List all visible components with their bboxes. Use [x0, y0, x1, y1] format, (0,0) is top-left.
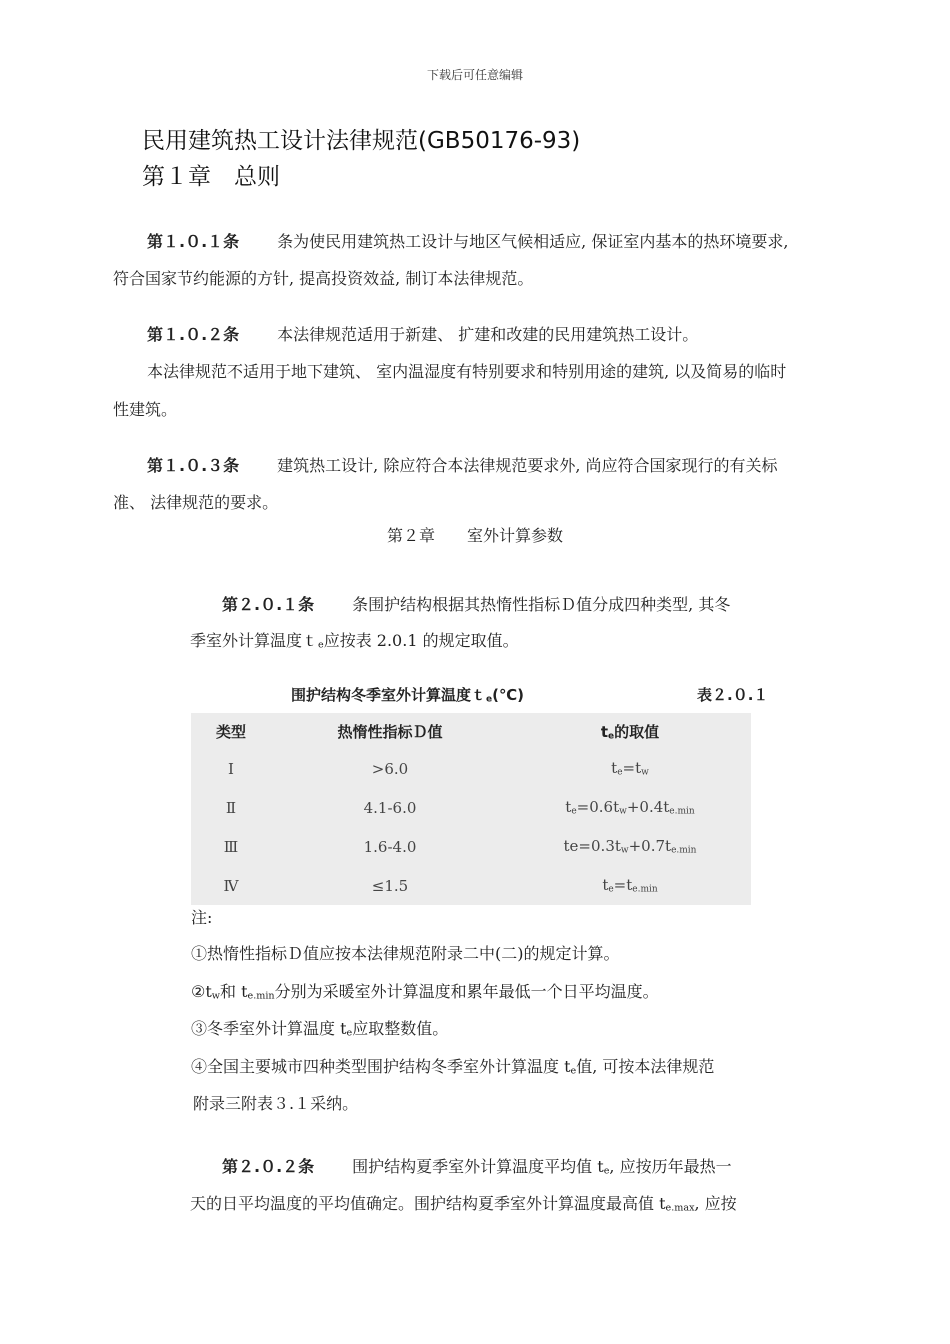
design-temperature-table: [191, 713, 751, 905]
article-label: 第１.０.３条: [147, 456, 240, 475]
note-3: ③冬季室外计算温度 te应取整数值。: [191, 1019, 449, 1039]
article-text: 建筑热工设计, 除应符合本法律规范要求外, 尚应符合国家现行的有关标: [277, 456, 778, 475]
article-text: 条为使民用建筑热工设计与地区气候相适应, 保证室内基本的热环境要求,: [277, 232, 789, 251]
table-row: Ⅰ >6.0 te=tw: [191, 749, 751, 788]
article-2-0-2-line1: [222, 1154, 732, 1177]
table-row: Ⅱ 4.1-6.0 te=0.6tw+0.4te.min: [191, 788, 751, 827]
table-header-row: [191, 713, 751, 749]
document-title: 民用建筑热工设计法律规范(GB50176-93): [142, 128, 581, 154]
chapter-2-heading: 第２章 室外计算参数: [386, 526, 563, 545]
article-1-0-1-line2: 符合国家节约能源的方针, 提高投资效益, 制订本法律规范。: [113, 269, 534, 288]
article-text: 围护结构夏季室外计算温度平均值 te, 应按历年最热一: [352, 1157, 732, 1177]
header-te-value: te的取值: [600, 722, 660, 741]
table-row: Ⅳ ≤1.5 te=te.min: [191, 866, 751, 905]
article-1-0-2-line3: 性建筑。: [113, 400, 178, 419]
article-text: 本法律规范适用于新建、 扩建和改建的民用建筑热工设计。: [277, 325, 699, 344]
article-1-0-3-line2: 准、 法律规范的要求。: [113, 493, 279, 512]
article-label: 第２.０.２条: [222, 1157, 315, 1176]
te-formula: te=tw: [611, 759, 649, 778]
article-label: 第１.０.２条: [147, 325, 240, 344]
article-1-0-1-line1: [147, 229, 788, 252]
page-header: 下载后可任意编辑: [426, 68, 523, 82]
notes-heading: 注:: [191, 908, 213, 927]
note-4-line1: ④全国主要城市四种类型围护结构冬季室外计算温度 te值, 可按本法律规范: [191, 1057, 715, 1077]
te-formula: te=te.min: [602, 876, 658, 895]
te-formula: te=0.6tw+0.4te.min: [565, 798, 695, 817]
article-2-0-1-line2: 季室外计算温度ｔe应按表 2.0.1 的规定取值。: [190, 631, 519, 651]
header-d-value: 热惰性指标Ｄ值: [337, 722, 443, 741]
article-1-0-3-line1: [147, 453, 778, 476]
table-number: 表２.０.１: [697, 686, 769, 704]
article-label: 第２.０.１条: [222, 595, 315, 614]
article-label: 第１.０.１条: [147, 232, 240, 251]
chapter-1-heading: 第１章 总则: [142, 164, 280, 190]
note-2: ②tw和 te.min分别为采暖室外计算温度和累年最低一个日平均温度。: [191, 982, 659, 1002]
table-row: Ⅲ 1.6-4.0 te=0.3tw+0.7te.min: [191, 827, 751, 866]
table-caption: 围护结构冬季室外计算温度ｔe(℃): [291, 686, 524, 705]
header-type: 类型: [215, 722, 246, 741]
article-1-0-2-line1: [147, 322, 698, 345]
article-2-0-2-line2: 天的日平均温度的平均值确定。围护结构夏季室外计算温度最高值 te.max, 应按: [190, 1194, 737, 1214]
article-text: 条围护结构根据其热惰性指标Ｄ值分成四种类型, 其冬: [352, 595, 731, 614]
note-1: ①热惰性指标Ｄ值应按本法律规范附录二中(二)的规定计算。: [191, 944, 620, 963]
note-4-line2: 附录三附表３.１采纳。: [193, 1094, 359, 1113]
article-1-0-2-line2: 本法律规范不适用于地下建筑、 室内温湿度有特别要求和特别用途的建筑, 以及简易的临时: [147, 362, 787, 381]
article-2-0-1-line1: [222, 592, 730, 615]
te-formula: te=0.3tw+0.7te.min: [563, 837, 697, 856]
